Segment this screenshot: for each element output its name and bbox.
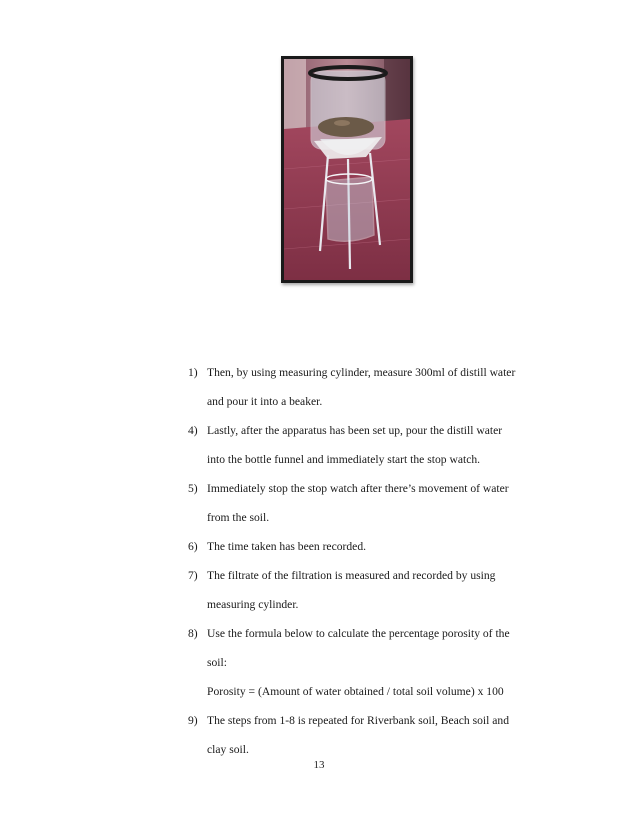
step-4 <box>188 416 588 474</box>
step-text: measuring cylinder. <box>207 598 299 611</box>
step-number: 8) <box>188 627 198 640</box>
step-8 <box>188 619 588 706</box>
step-text: from the soil. <box>207 511 270 524</box>
apparatus-photo <box>281 56 413 283</box>
step-6 <box>188 532 588 561</box>
step-number: 4) <box>188 424 198 437</box>
step-number: 5) <box>188 482 198 495</box>
step-number: 1) <box>188 366 198 379</box>
procedure-steps <box>188 358 588 764</box>
step-9 <box>188 706 588 764</box>
step-text: and pour it into a beaker. <box>207 395 323 408</box>
page-number: 13 <box>313 759 325 771</box>
step-text: into the bottle funnel and immediately start the stop watch. <box>207 453 481 466</box>
step-7 <box>188 561 588 619</box>
step-text: Use the formula below to calculate the percentage porosity of the <box>207 627 510 640</box>
step-1 <box>188 358 588 416</box>
step-5 <box>188 474 588 532</box>
step-text: Lastly, after the apparatus has been set up, pour the distill water <box>207 424 503 437</box>
step-number: 6) <box>188 540 198 553</box>
step-number: 7) <box>188 569 198 582</box>
apparatus-illustration <box>284 59 410 280</box>
step-text: The filtrate of the filtration is measured and recorded by using <box>207 569 496 582</box>
porosity-formula: Porosity = (Amount of water obtained / total soil volume) x 100 <box>207 685 504 698</box>
step-text: soil: <box>207 656 227 669</box>
step-text: The time taken has been recorded. <box>207 540 367 553</box>
step-text: Then, by using measuring cylinder, measure 300ml of distill water <box>207 366 516 379</box>
step-number: 9) <box>188 714 198 727</box>
step-text: Immediately stop the stop watch after there’s movement of water <box>207 482 509 495</box>
step-text: The steps from 1-8 is repeated for Riverbank soil, Beach soil and <box>207 714 509 727</box>
step-text: clay soil. <box>207 743 249 756</box>
